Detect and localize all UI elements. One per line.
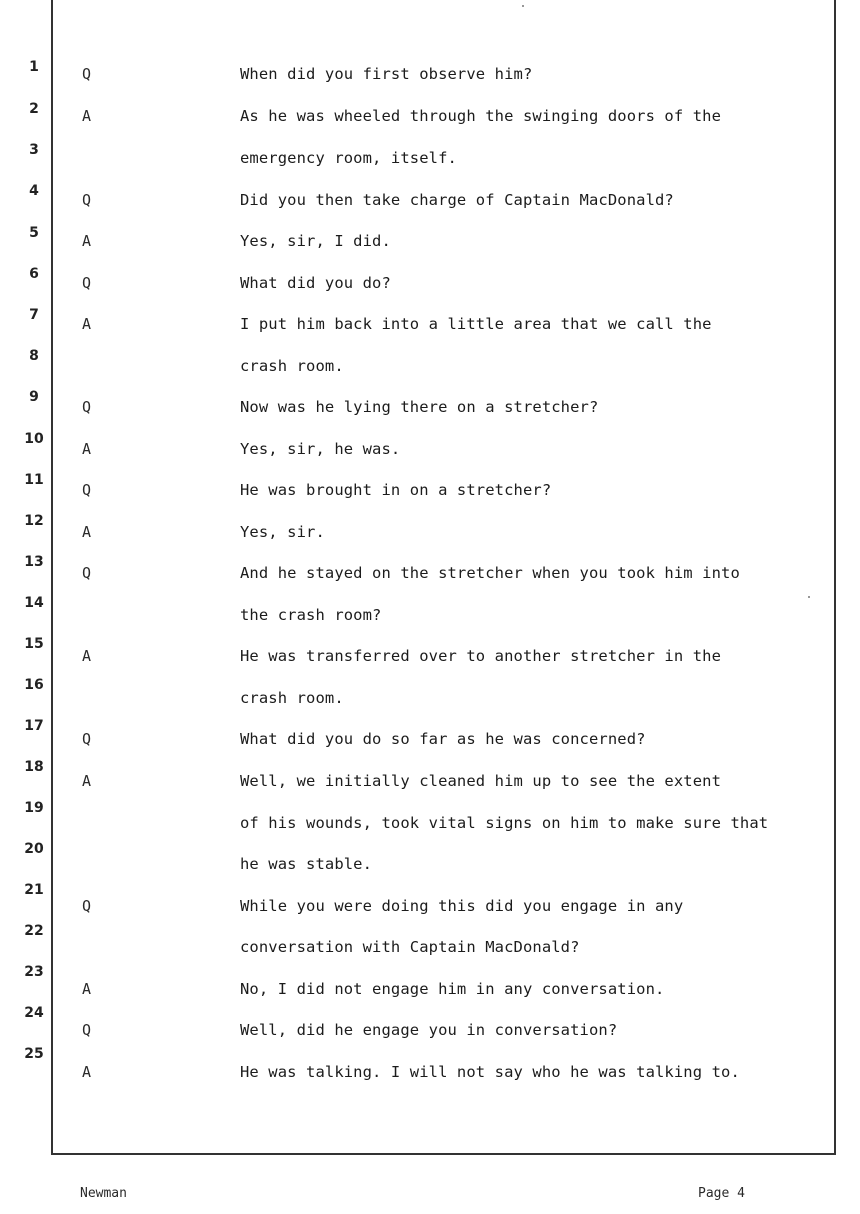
line-number: 5 bbox=[29, 225, 39, 241]
transcript-line: When did you first observe him? bbox=[240, 65, 533, 83]
line-number: 23 bbox=[24, 964, 44, 980]
line-number: 21 bbox=[24, 882, 44, 898]
transcript-line: Yes, sir, he was. bbox=[240, 440, 401, 458]
transcript-line: And he stayed on the stretcher when you took him into bbox=[240, 564, 740, 582]
scan-speck bbox=[808, 596, 810, 598]
line-number: 14 bbox=[24, 595, 44, 611]
transcript-line: I put him back into a little area that we call the bbox=[240, 315, 712, 333]
transcript-line: Well, we initially cleaned him up to see the extent bbox=[240, 772, 722, 790]
line-number: 15 bbox=[24, 636, 44, 652]
speaker-marker: A bbox=[82, 1063, 92, 1081]
transcript-line: crash room. bbox=[240, 689, 344, 707]
transcript-line: conversation with Captain MacDonald? bbox=[240, 938, 580, 956]
line-number: 17 bbox=[24, 718, 44, 734]
speaker-marker: A bbox=[82, 440, 92, 458]
transcript-line: He was brought in on a stretcher? bbox=[240, 481, 552, 499]
transcript-line: Yes, sir. bbox=[240, 523, 325, 541]
left-margin-rule bbox=[51, 0, 53, 1155]
speaker-marker: A bbox=[82, 232, 92, 250]
speaker-marker: A bbox=[82, 315, 92, 333]
line-number: 11 bbox=[24, 472, 44, 488]
speaker-marker: Q bbox=[82, 897, 92, 915]
page-number: Page 4 bbox=[698, 1186, 745, 1201]
speaker-marker: A bbox=[82, 980, 92, 998]
transcript-line: What did you do so far as he was concerned? bbox=[240, 730, 646, 748]
transcript-line: of his wounds, took vital signs on him to make sure that bbox=[240, 814, 769, 832]
line-number: 24 bbox=[24, 1005, 44, 1021]
line-number: 13 bbox=[24, 554, 44, 570]
line-number: 4 bbox=[29, 183, 39, 199]
right-margin-rule bbox=[834, 0, 836, 1155]
speaker-marker: Q bbox=[82, 481, 92, 499]
line-number: 9 bbox=[29, 389, 39, 405]
speaker-marker: Q bbox=[82, 191, 92, 209]
transcript-line: As he was wheeled through the swinging doors of the bbox=[240, 107, 722, 125]
line-number: 19 bbox=[24, 800, 44, 816]
transcript-line: crash room. bbox=[240, 357, 344, 375]
speaker-marker: A bbox=[82, 772, 92, 790]
speaker-marker: A bbox=[82, 523, 92, 541]
transcript-line: He was talking. I will not say who he was talking to. bbox=[240, 1063, 740, 1081]
speaker-marker: Q bbox=[82, 730, 92, 748]
speaker-marker: Q bbox=[82, 564, 92, 582]
line-number: 18 bbox=[24, 759, 44, 775]
line-number: 10 bbox=[24, 431, 44, 447]
scan-speck bbox=[522, 5, 524, 7]
transcript-line: What did you do? bbox=[240, 274, 391, 292]
transcript-line: Did you then take charge of Captain MacDonald? bbox=[240, 191, 674, 209]
bottom-margin-rule bbox=[51, 1153, 836, 1155]
transcript-line: he was stable. bbox=[240, 855, 373, 873]
speaker-marker: Q bbox=[82, 1021, 92, 1039]
transcript-line: Yes, sir, I did. bbox=[240, 232, 391, 250]
speaker-marker: Q bbox=[82, 398, 92, 416]
line-number: 20 bbox=[24, 841, 44, 857]
line-number: 8 bbox=[29, 348, 39, 364]
line-number: 16 bbox=[24, 677, 44, 693]
witness-name: Newman bbox=[80, 1186, 127, 1201]
line-number: 3 bbox=[29, 142, 39, 158]
speaker-marker: Q bbox=[82, 65, 92, 83]
transcript-line: While you were doing this did you engage in any bbox=[240, 897, 684, 915]
line-number: 22 bbox=[24, 923, 44, 939]
speaker-marker: A bbox=[82, 107, 92, 125]
speaker-marker: Q bbox=[82, 274, 92, 292]
line-number: 2 bbox=[29, 101, 39, 117]
line-number: 12 bbox=[24, 513, 44, 529]
transcript-line: Well, did he engage you in conversation? bbox=[240, 1021, 618, 1039]
line-number: 1 bbox=[29, 59, 39, 75]
transcript-line: the crash room? bbox=[240, 606, 382, 624]
transcript-line: He was transferred over to another stretcher in the bbox=[240, 647, 722, 665]
speaker-marker: A bbox=[82, 647, 92, 665]
transcript-line: No, I did not engage him in any conversation. bbox=[240, 980, 665, 998]
line-number: 6 bbox=[29, 266, 39, 282]
transcript-line: Now was he lying there on a stretcher? bbox=[240, 398, 599, 416]
transcript-line: emergency room, itself. bbox=[240, 149, 457, 167]
line-number: 7 bbox=[29, 307, 39, 323]
line-number: 25 bbox=[24, 1046, 44, 1062]
